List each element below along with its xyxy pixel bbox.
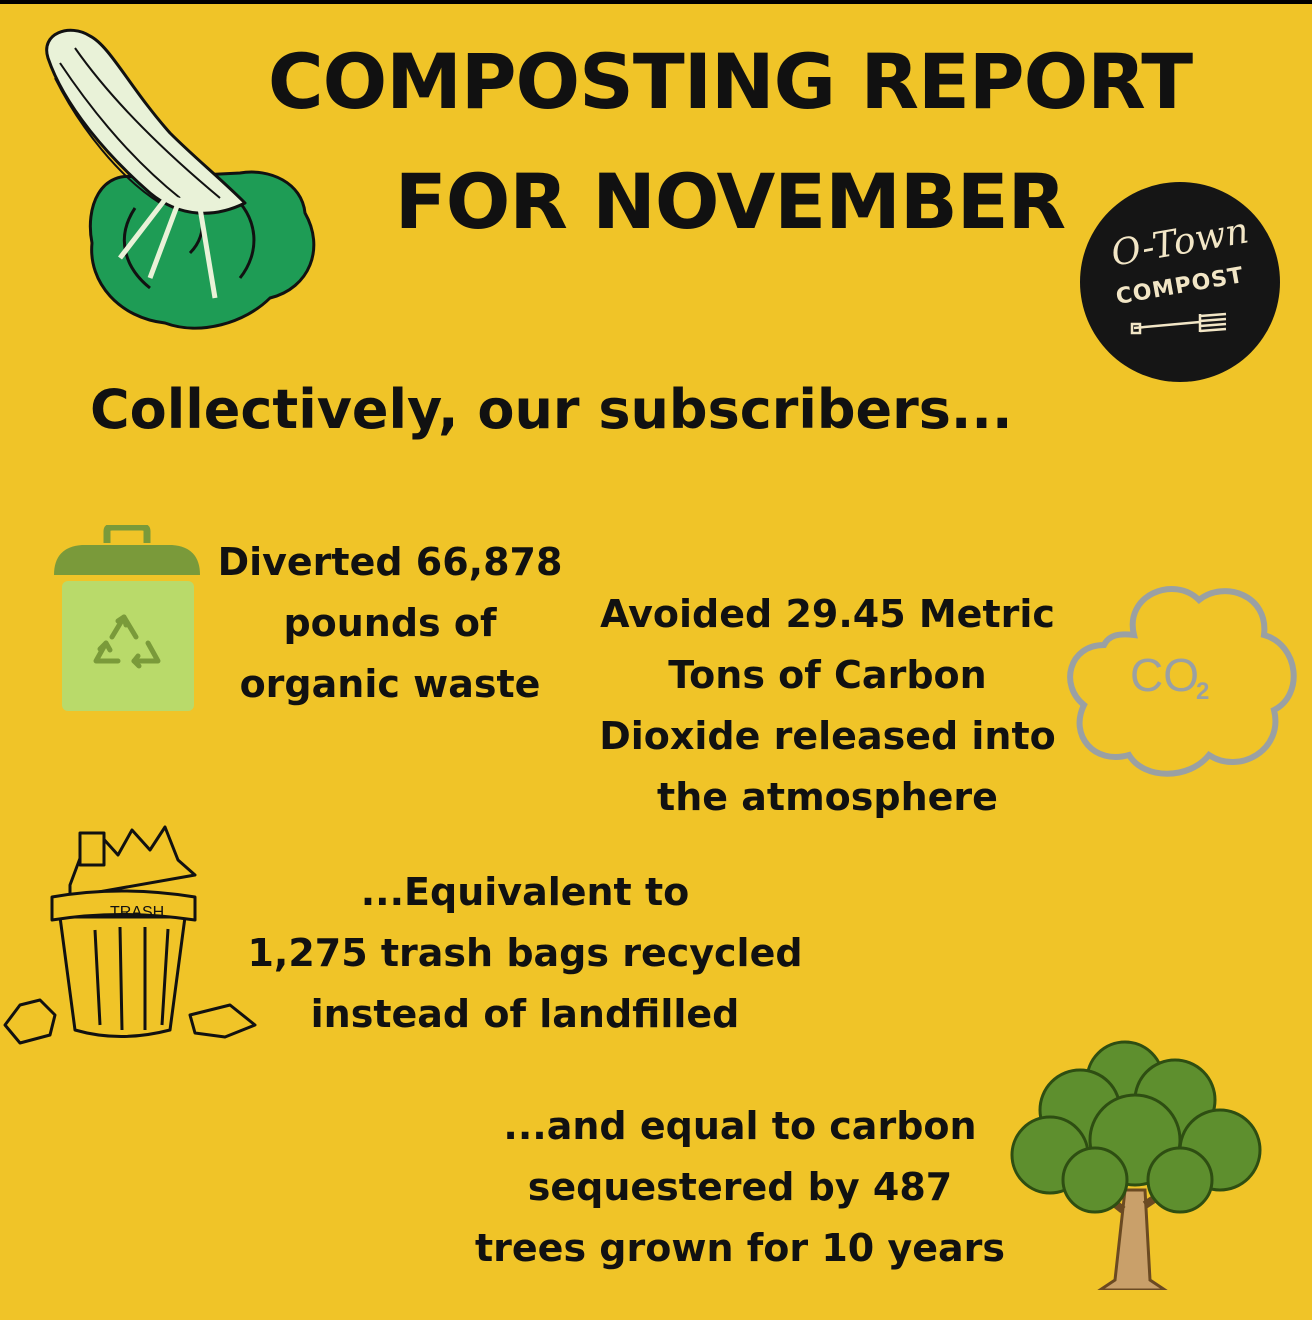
title-line-2: FOR NOVEMBER	[394, 157, 1066, 246]
stat-equivalent-line-3: instead of landfilled	[310, 992, 740, 1036]
logo-line-2: COMPOST	[1114, 262, 1246, 311]
co2-label: CO	[1130, 649, 1199, 701]
stat-equivalent	[220, 862, 830, 1045]
stat-diverted-line-2: pounds of	[283, 601, 497, 645]
stat-trees-line-3: trees grown for 10 years	[475, 1226, 1005, 1270]
stat-avoided	[575, 584, 1080, 828]
stat-avoided-line-1: Avoided 29.45 Metric	[600, 592, 1055, 636]
stat-equivalent-line-1: ...Equivalent to	[360, 870, 690, 914]
stat-equivalent-line-2: 1,275 trash bags recycled	[247, 931, 803, 975]
report-title	[225, 22, 1235, 262]
co2-cloud-icon	[1064, 575, 1300, 781]
stat-trees	[430, 1096, 1050, 1279]
pitchfork-icon	[1130, 310, 1240, 340]
stat-avoided-line-4: the atmosphere	[657, 775, 998, 819]
title-line-1: COMPOSTING REPORT	[267, 37, 1193, 126]
logo-line-1: O-Town	[1108, 210, 1252, 275]
co2-subscript: 2	[1196, 678, 1210, 705]
stat-trees-line-1: ...and equal to carbon	[503, 1104, 977, 1148]
stat-trees-line-2: sequestered by 487	[527, 1165, 953, 1209]
otown-compost-logo	[1080, 182, 1280, 382]
stat-avoided-line-2: Tons of Carbon	[668, 653, 987, 697]
trash-label: TRASH	[110, 904, 165, 921]
stat-avoided-line-3: Dioxide released into	[599, 714, 1056, 758]
stat-diverted-line-3: organic waste	[239, 662, 541, 706]
top-border	[0, 0, 1312, 4]
recycle-bin-icon	[52, 525, 202, 715]
subheading: Collectively, our subscribers...	[90, 378, 1013, 441]
stat-diverted	[210, 532, 570, 715]
stat-diverted-line-1: Diverted 66,878	[217, 540, 563, 584]
